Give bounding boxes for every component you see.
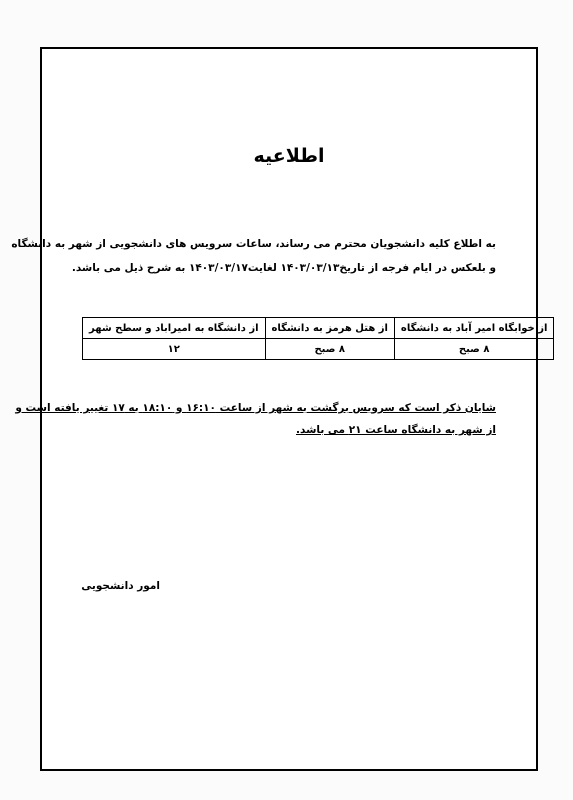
header-cell-university-to-city: از دانشگاه به امیراباد و سطح شهر — [83, 318, 266, 339]
value-cell-university-to-city: ۱۲ — [83, 339, 266, 360]
schedule-value-row — [83, 339, 554, 360]
document-border — [11, 47, 548, 771]
schedule-table — [82, 317, 554, 360]
value-cell-amirabad: ۸ صبح — [394, 339, 554, 360]
announcement-title: اطلاعیه — [253, 145, 325, 167]
intro-line: و بلعکس در ایام فرجه از تاریخ۱۴۰۳/۰۳/۱۳ لغایت۱۴۰۳/۰۳/۱۷ به شرح ذیل می باشد. — [71, 262, 496, 274]
header-cell-hormoz-hotel: از هتل هرمز به دانشگاه — [265, 318, 394, 339]
intro-line: به اطلاع کلیه دانشجویان محترم می رساند، ساعات سرویس های دانشجویی از شهر به دانشگاه — [11, 238, 496, 250]
note-line: شایان ذکر است که سرویس برگشت به شهر از ساعت ۱۶:۱۰ و ۱۸:۱۰ به ۱۷ تغییر یافته است و — [15, 402, 496, 414]
schedule-header-row — [83, 318, 554, 339]
value-cell-hormoz-hotel: ۸ صبح — [265, 339, 394, 360]
intro-paragraph — [11, 232, 496, 280]
signature: امور دانشجویی — [81, 580, 160, 592]
note-paragraph — [15, 397, 496, 441]
note-line: از شهر به دانشگاه ساعت ۲۱ می باشد. — [296, 424, 496, 436]
header-cell-amirabad: از خوابگاه امیر آباد به دانشگاه — [394, 318, 554, 339]
